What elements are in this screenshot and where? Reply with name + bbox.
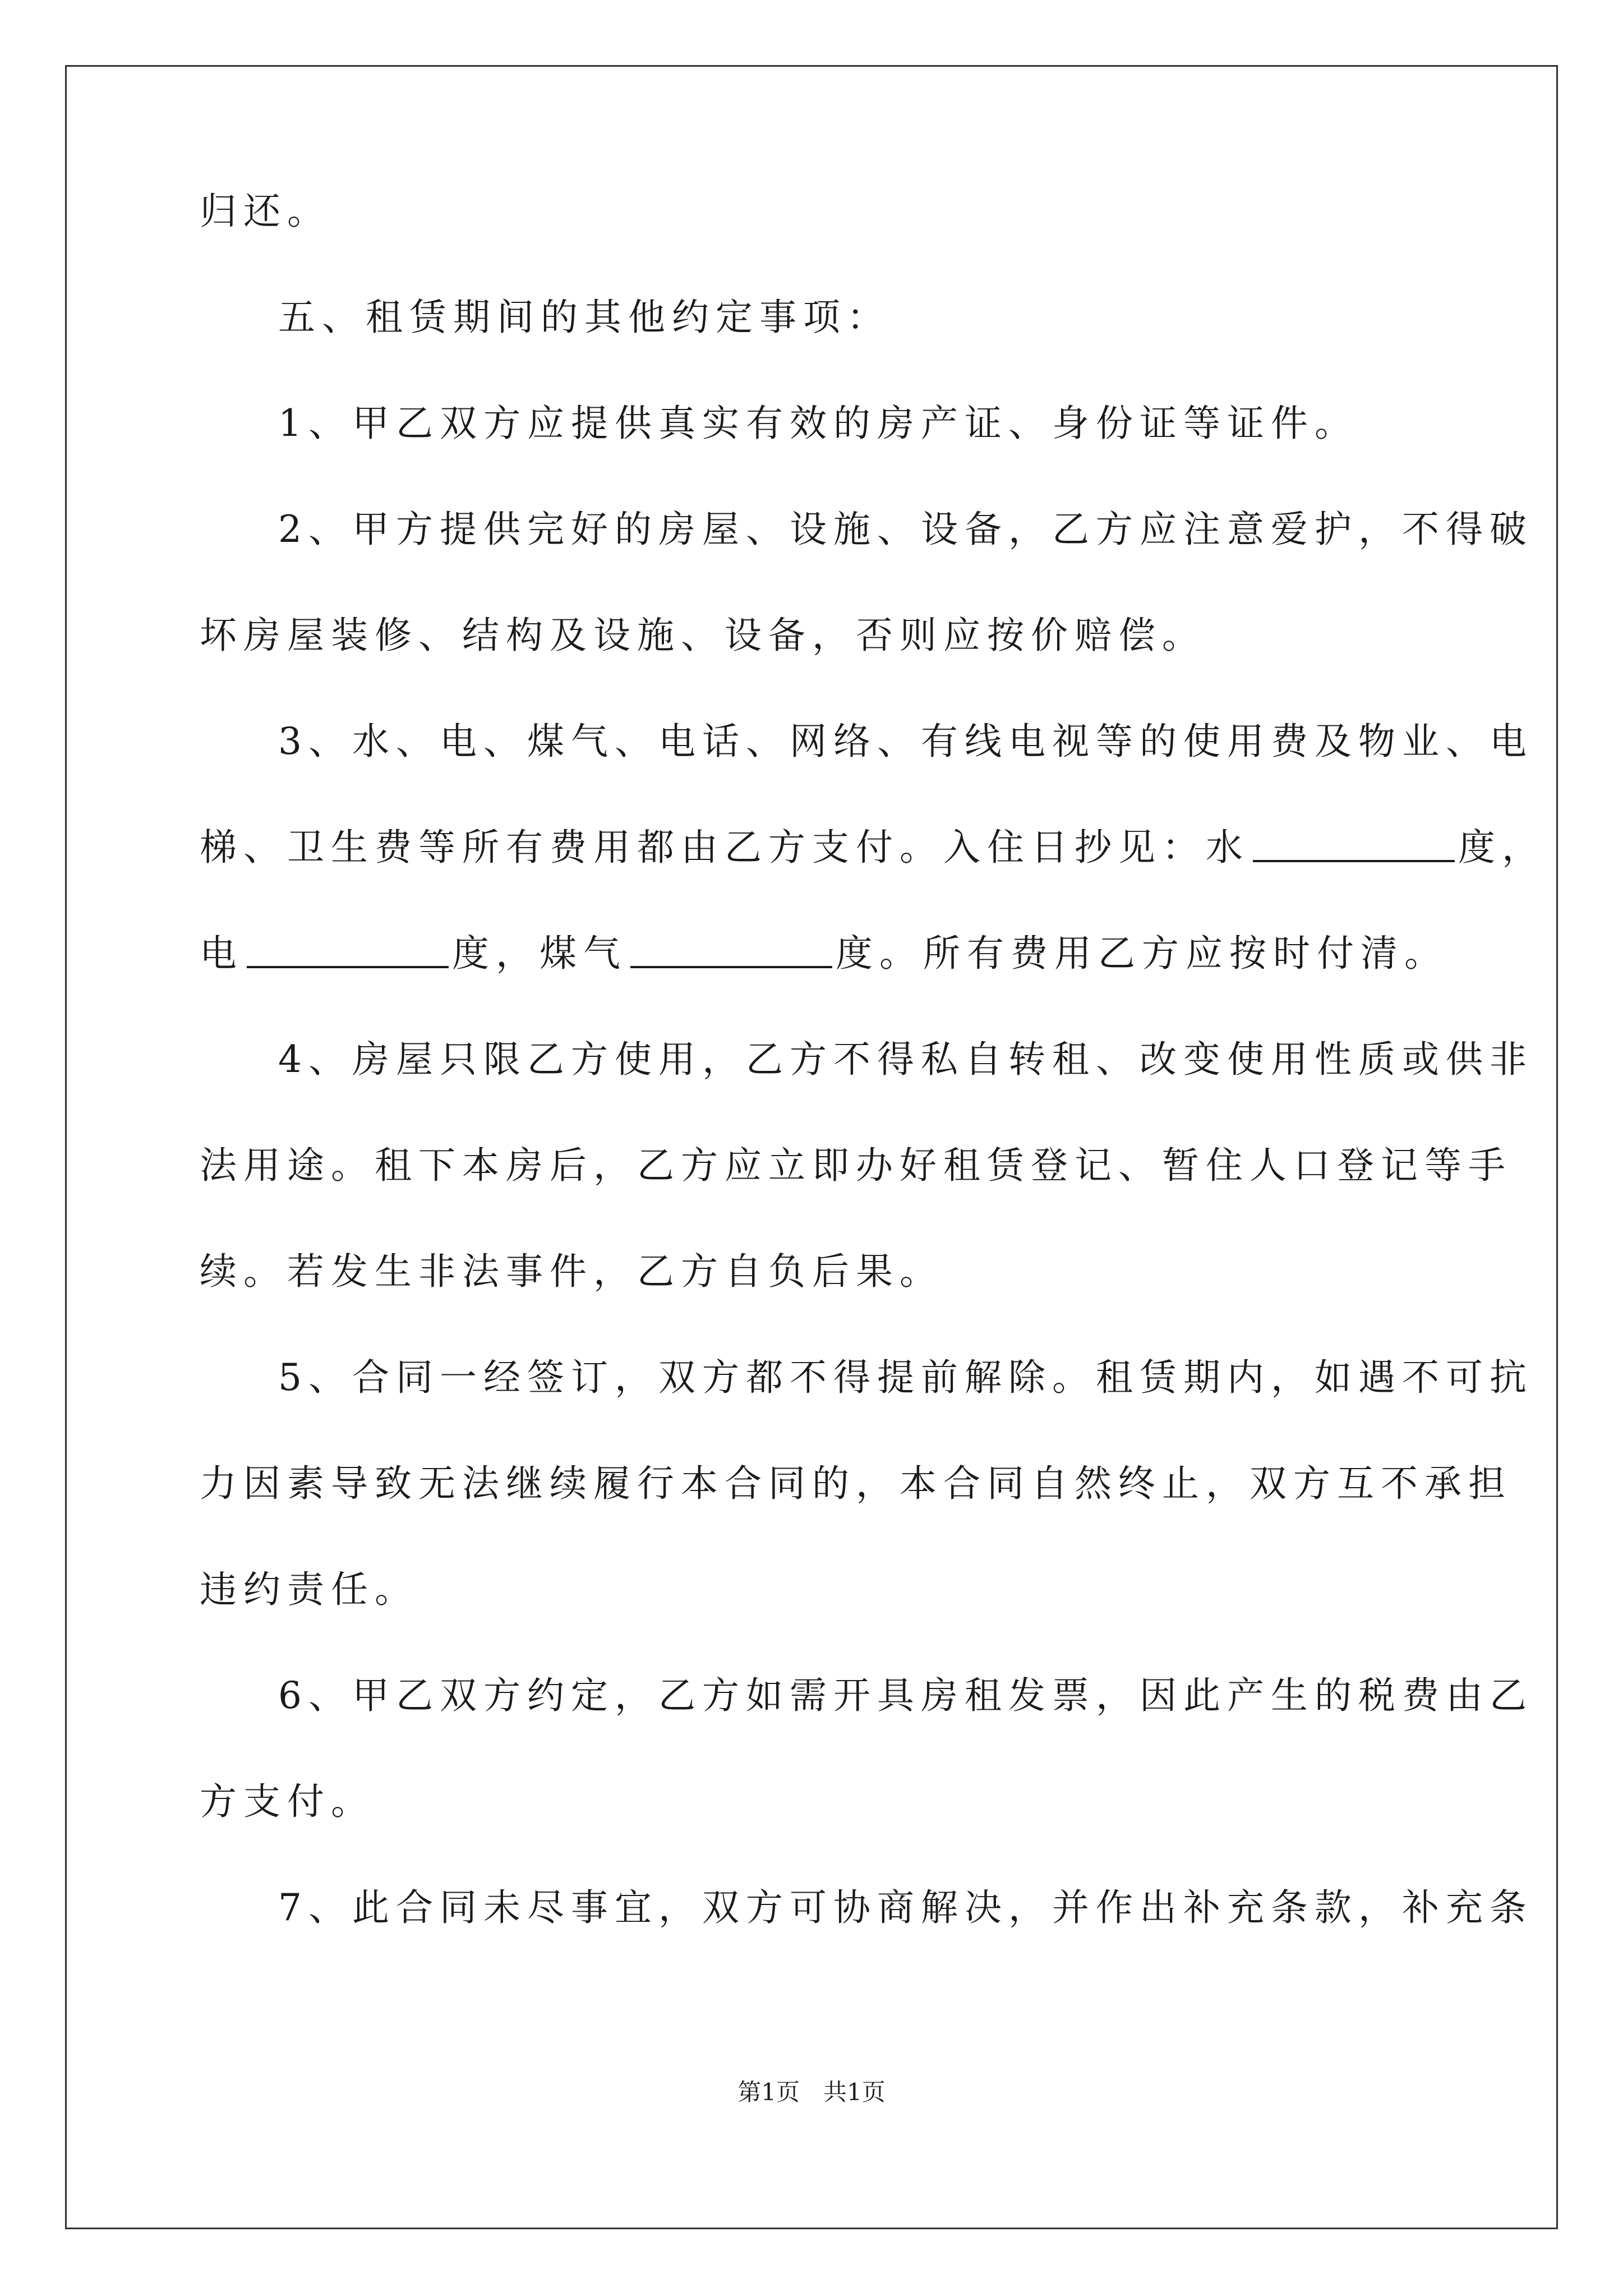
- line-text: 度，煤气: [452, 932, 627, 975]
- paragraph-line: 4、房屋只限乙方使用，乙方不得私自转租、改变使用性质或供非: [278, 1038, 1533, 1081]
- paragraph-line: 坏房屋装修、结构及设施、设备，否则应按价赔偿。: [200, 614, 1206, 657]
- paragraph-line: 3、水、电、煤气、电话、网络、有线电视等的使用费及物业、电: [278, 720, 1533, 763]
- paragraph-line: 法用途。租下本房后，乙方应立即办好租赁登记、暂住人口登记等手: [200, 1144, 1512, 1187]
- section-heading: 五、租赁期间的其他约定事项：: [278, 296, 891, 339]
- page-footer: 第1页 共1页: [737, 2078, 886, 2106]
- paragraph-line: 违约责任。: [200, 1568, 418, 1611]
- paragraph-line: 7、此合同未尽事宜，双方可协商解决，并作出补充条款，补充条: [278, 1886, 1533, 1929]
- document-body: [200, 185, 1546, 1987]
- paragraph-line: 1、甲乙双方应提供真实有效的房产证、身份证等证件。: [278, 402, 1358, 445]
- line-text: 度。所有费用乙方应按时付清。: [836, 932, 1448, 975]
- paragraph-line: 归还。: [200, 190, 331, 233]
- paragraph-line: 续。若发生非法事件，乙方自负后果。: [200, 1250, 943, 1293]
- paragraph-line: 力因素导致无法继续履行本合同的，本合同自然终止，双方互不承担: [200, 1462, 1512, 1505]
- paragraph-line: 6、甲乙双方约定，乙方如需开具房租发票，因此产生的税费由乙: [278, 1674, 1533, 1717]
- paragraph-line: [200, 821, 1546, 874]
- electricity-reading-blank: [247, 929, 449, 968]
- line-text: 度，: [1458, 826, 1546, 869]
- paragraph-line: 2、甲方提供完好的房屋、设施、设备，乙方应注意爱护，不得破: [278, 508, 1533, 551]
- water-reading-blank: [1253, 823, 1455, 862]
- gas-reading-blank: [630, 929, 832, 968]
- line-text: 电: [200, 932, 243, 975]
- paragraph-line: [200, 927, 1448, 980]
- paragraph-line: 5、合同一经签订，双方都不得提前解除。租赁期内，如遇不可抗: [278, 1356, 1533, 1399]
- paragraph-line: 方支付。: [200, 1780, 375, 1823]
- line-text: 梯、卫生费等所有费用都由乙方支付。入住日抄见：水: [200, 826, 1249, 869]
